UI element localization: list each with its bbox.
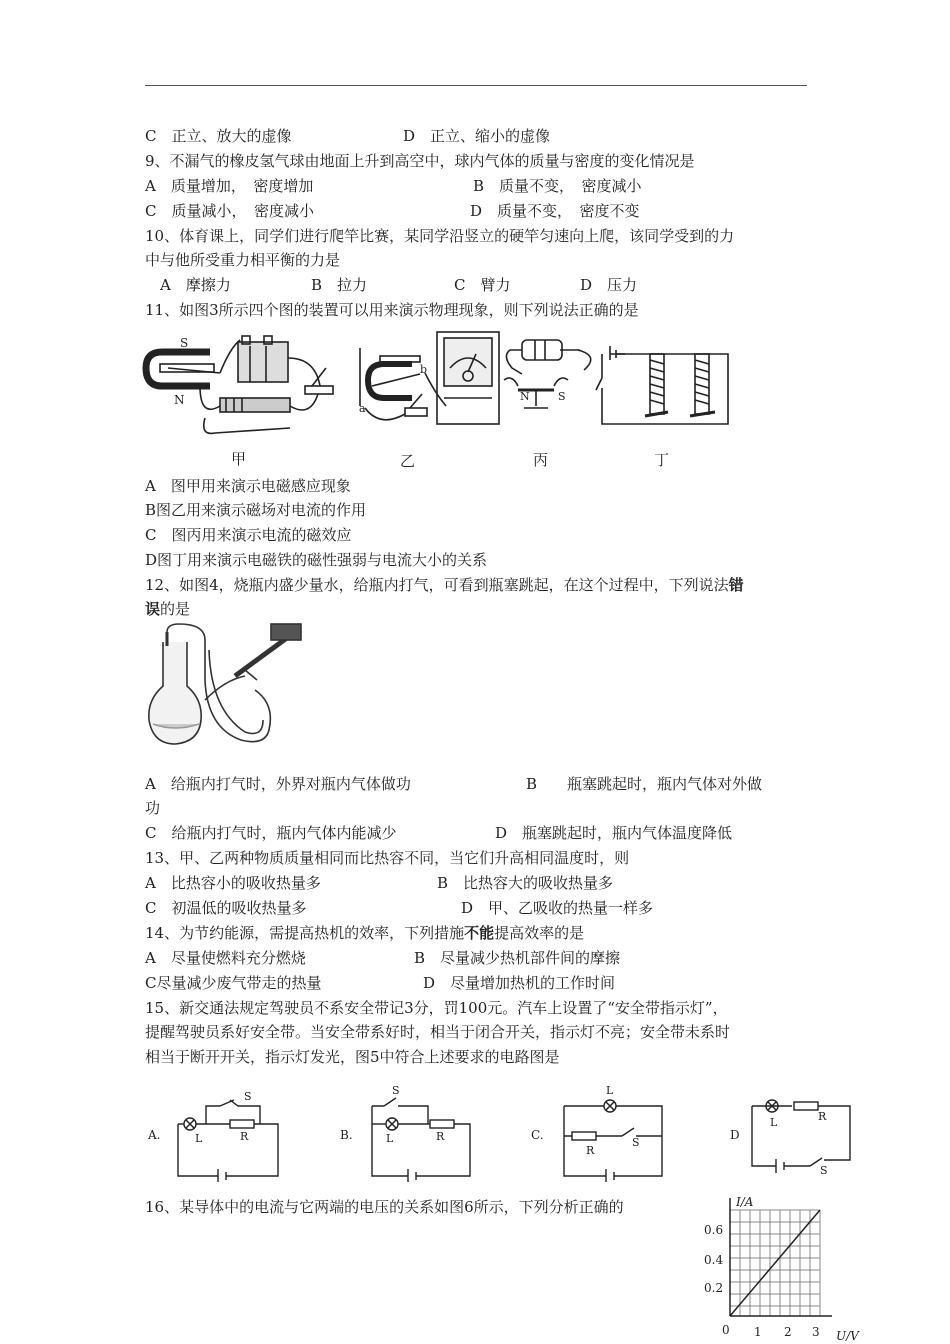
q14-option-a: A 尽量使燃料充分燃烧 bbox=[145, 949, 306, 967]
q10-option-c: C 臂力 bbox=[454, 276, 511, 294]
svg-text:S: S bbox=[392, 1084, 400, 1097]
apparatus-yi bbox=[359, 332, 499, 424]
svg-text:S: S bbox=[820, 1164, 828, 1177]
q9-option-d: D 质量不变， 密度不变 bbox=[470, 202, 640, 220]
graph-line bbox=[730, 1210, 820, 1316]
svg-text:R: R bbox=[586, 1144, 595, 1157]
q14-option-d: D 尽量增加热机的工作时间 bbox=[423, 974, 616, 992]
q11-option-c: C 图丙用来演示电流的磁效应 bbox=[145, 526, 352, 544]
q14-option-c: C尽量减少废气带走的热量 bbox=[145, 974, 322, 992]
q8-option-d: D 正立、缩小的虚像 bbox=[403, 127, 551, 145]
q11-option-d: D图丁用来演示电磁铁的磁性强弱与电流大小的关系 bbox=[145, 551, 488, 569]
xtick-2: 2 bbox=[784, 1325, 792, 1339]
q10-stem-line1: 10、体育课上，同学们进行爬竿比赛，某同学沿竖立的硬竿匀速向上爬，该同学受到的力 bbox=[145, 227, 735, 245]
q13-option-a: A 比热容小的吸收热量多 bbox=[145, 874, 321, 892]
svg-text:S: S bbox=[244, 1090, 252, 1103]
q9-option-b: B 质量不变， 密度减小 bbox=[473, 177, 642, 195]
q11-option-a: A 图甲用来演示电磁感应现象 bbox=[145, 477, 351, 495]
header-rule bbox=[145, 85, 807, 86]
q12-stem-text: 12、如图4，烧瓶内盛少量水，给瓶内打气，可看到瓶塞跳起，在这个过程中，下列说法 bbox=[145, 576, 729, 594]
q10-option-d: D 压力 bbox=[580, 276, 638, 294]
circuit-d-label: D bbox=[730, 1128, 740, 1142]
circuit-d bbox=[752, 1100, 850, 1177]
rod-a-label: a bbox=[359, 402, 366, 415]
q10-option-a: A 摩擦力 bbox=[160, 276, 231, 294]
q14-option-b: B 尽量减少热机部件间的摩擦 bbox=[414, 949, 621, 967]
figure-3-apparatus bbox=[140, 328, 735, 440]
figure-caption-yi: 乙 bbox=[400, 452, 416, 470]
svg-text:L: L bbox=[195, 1132, 203, 1145]
graph-ylabel: I/A bbox=[736, 1195, 754, 1209]
graph-xlabel: U/V bbox=[836, 1329, 859, 1342]
svg-text:R: R bbox=[436, 1130, 445, 1143]
q10-stem-line2: 中与他所受重力相平衡的力是 bbox=[145, 251, 341, 269]
q12-option-c: C 给瓶内打气时，瓶内气体内能减少 bbox=[145, 824, 397, 842]
needle-n-label: N bbox=[520, 390, 530, 403]
needle-s-label: S bbox=[558, 390, 566, 403]
q11-stem: 11、如图3所示四个图的装置可以用来演示物理现象，则下列说法正确的是 bbox=[145, 301, 639, 319]
ytick-0.2: 0.2 bbox=[704, 1281, 724, 1295]
q9-stem: 9、不漏气的橡皮氢气球由地面上升到高空中，球内气体的质量与密度的变化情况是 bbox=[145, 152, 695, 170]
q14-stem-tail: 提高效率的是 bbox=[494, 924, 585, 942]
q15-line2: 提醒驾驶员系好安全带。当安全带系好时，相当于闭合开关，指示灯不亮；安全带未系时 bbox=[145, 1023, 731, 1041]
q13-option-b: B 比热容大的吸收热量多 bbox=[437, 874, 614, 892]
circuit-b-label: B. bbox=[340, 1128, 353, 1142]
circuit-c bbox=[564, 1084, 662, 1182]
ytick-0.6: 0.6 bbox=[704, 1223, 724, 1237]
q9-option-c: C 质量减小， 密度减小 bbox=[145, 202, 314, 220]
rod-b-label: b bbox=[420, 363, 428, 376]
q11-option-b: B图乙用来演示磁场对电流的作用 bbox=[145, 501, 367, 519]
q12-stem-line2 bbox=[145, 599, 190, 619]
q13-option-c: C 初温低的吸收热量多 bbox=[145, 899, 307, 917]
q14-emphasis: 不能 bbox=[464, 924, 495, 942]
q12-emphasis-2: 误 bbox=[145, 600, 161, 618]
q12-option-a: A 给瓶内打气时，外界对瓶内气体做功 bbox=[145, 775, 411, 793]
q14-stem bbox=[145, 923, 584, 943]
q12-option-b: B 瓶塞跳起时，瓶内气体对外做 bbox=[526, 775, 763, 793]
q12-stem-tail: 的是 bbox=[160, 600, 191, 618]
q15-line3: 相当于断开开关，指示灯发光，图5中符合上述要求的电路图是 bbox=[145, 1048, 560, 1066]
svg-text:S: S bbox=[632, 1136, 640, 1149]
magnet-n-label: N bbox=[174, 393, 185, 407]
q12-option-d: D 瓶塞跳起时，瓶内气体温度降低 bbox=[495, 824, 733, 842]
q12-emphasis-1: 错 bbox=[728, 576, 744, 594]
apparatus-ding bbox=[596, 346, 728, 424]
figure-caption-jia: 甲 bbox=[231, 450, 247, 468]
circuit-c-label: C. bbox=[531, 1128, 544, 1142]
q8-option-c: C 正立、放大的虚像 bbox=[145, 127, 292, 145]
ytick-0.4: 0.4 bbox=[704, 1253, 724, 1267]
svg-text:L: L bbox=[770, 1116, 778, 1129]
xtick-0: 0 bbox=[722, 1323, 730, 1337]
circuit-b bbox=[372, 1084, 470, 1182]
q14-stem-text: 14、为节约能源，需提高热机的效率，下列措施 bbox=[145, 924, 465, 942]
svg-text:L: L bbox=[386, 1132, 394, 1145]
circuit-a bbox=[178, 1090, 278, 1182]
q13-stem: 13、甲、乙两种物质质量相同而比热容不同，当它们升高相同温度时，则 bbox=[145, 849, 630, 867]
q12-stem-line1 bbox=[145, 575, 744, 595]
svg-text:R: R bbox=[240, 1130, 249, 1143]
figure-6-iv-graph bbox=[700, 1190, 860, 1342]
q9-option-a: A 质量增加， 密度增加 bbox=[145, 177, 314, 195]
svg-text:R: R bbox=[818, 1110, 827, 1123]
svg-text:L: L bbox=[606, 1084, 614, 1097]
apparatus-jia bbox=[146, 336, 333, 433]
magnet-s-label: S bbox=[180, 336, 189, 350]
figure-caption-ding: 丁 bbox=[654, 451, 670, 469]
q16-stem: 16、某导体中的电流与它两端的电压的关系如图6所示，下列分析正确的 bbox=[145, 1198, 624, 1216]
figure-4-flask-pump bbox=[145, 620, 305, 752]
circuit-a-label: A. bbox=[148, 1128, 161, 1142]
xtick-3: 3 bbox=[812, 1325, 820, 1339]
q15-line1: 15、新交通法规定驾驶员不系安全带记3分，罚100元。汽车上设置了“安全带指示灯”， bbox=[145, 999, 728, 1017]
xtick-1: 1 bbox=[754, 1325, 762, 1339]
figure-5-circuits bbox=[140, 1080, 860, 1182]
apparatus-bing bbox=[504, 340, 591, 408]
figure-caption-bing: 丙 bbox=[533, 451, 549, 469]
q12-option-b-cont: 功 bbox=[145, 799, 161, 817]
q13-option-d: D 甲、乙吸收的热量一样多 bbox=[461, 899, 654, 917]
q10-option-b: B 拉力 bbox=[311, 276, 368, 294]
